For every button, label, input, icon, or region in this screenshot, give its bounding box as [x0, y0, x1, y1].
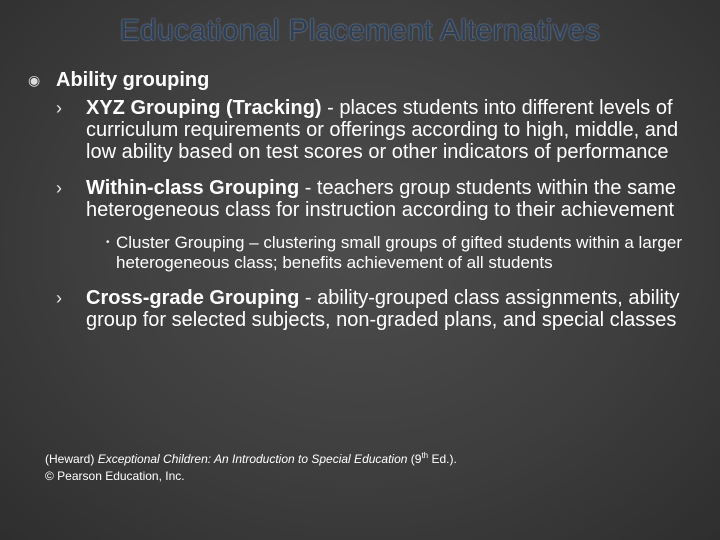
description: - ability-grouped class assignments, ability group for selected subjects, non-graded plans, and special classes	[86, 287, 680, 331]
chevron-bullet-icon: ›	[56, 98, 62, 118]
sub-bullet-text	[86, 287, 684, 331]
dot-bullet-icon: •	[106, 237, 110, 248]
description: - teachers group students within the same heterogeneous class for instruction according to their achievement	[86, 177, 677, 221]
slide-title: Educational Placement Alternatives	[119, 14, 601, 47]
sub-sub-bullet-cluster-grouping	[106, 233, 708, 273]
description: - places students into different levels of curriculum requirements or offerings according to high, middle, and low ability based on test scores or other indicators of performance	[86, 97, 679, 163]
chevron-bullet-icon: ›	[56, 178, 62, 198]
chevron-bullet-icon: ›	[56, 288, 62, 308]
citation-footer	[45, 451, 457, 485]
term: Within-class Grouping	[86, 177, 300, 199]
term: Cross-grade Grouping	[86, 287, 300, 309]
slide-content	[28, 69, 708, 331]
citation-line: (Heward) Exceptional Children: An Introduction to Special Education (9th Ed.).	[45, 451, 457, 466]
bullet-text: Ability grouping	[56, 69, 210, 91]
book-title: Exceptional Children: An Introduction to Special Education	[97, 452, 408, 466]
sub-bullet-cross-grade-grouping	[56, 287, 708, 331]
circle-bullet-icon: ◉	[28, 72, 41, 88]
copyright-line: © Pearson Education, Inc.	[45, 469, 185, 483]
sub-sub-bullet-text: Cluster Grouping – clustering small groups of gifted students within a larger heterogeneous class; benefits achievement of all students	[116, 233, 683, 272]
sub-bullet-text	[86, 177, 684, 221]
sub-bullet-xyz-grouping	[56, 97, 708, 163]
sub-bullet-within-class-grouping	[56, 177, 708, 221]
term: XYZ Grouping (Tracking)	[86, 97, 322, 119]
bullet-ability-grouping	[28, 69, 708, 91]
sub-bullet-text	[86, 97, 684, 163]
